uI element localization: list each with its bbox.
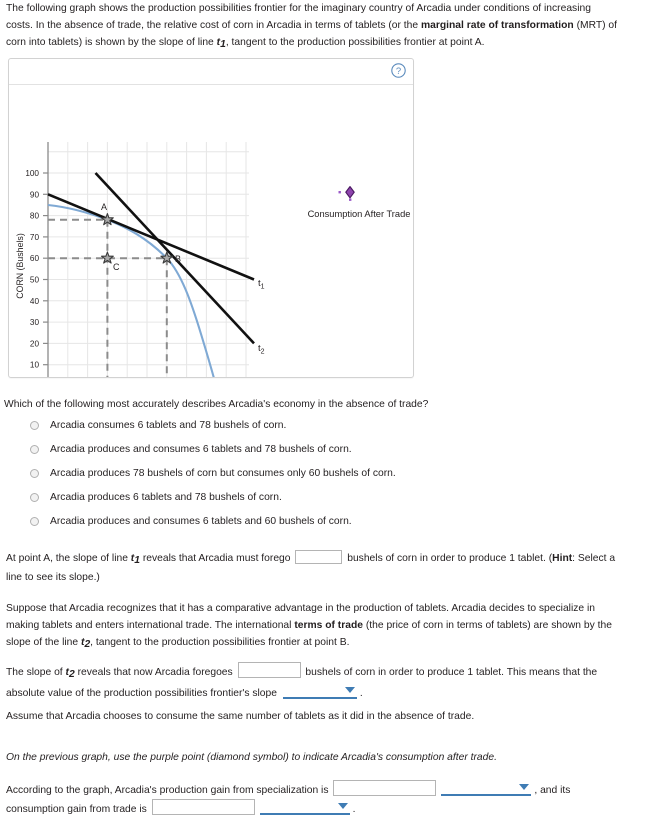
slope-t2-text-part-1: The slope of — [6, 667, 66, 678]
chevron-down-icon — [338, 803, 348, 809]
svg-text:50: 50 — [29, 275, 39, 285]
slope-t1-text — [6, 550, 622, 586]
ppf-slope-dropdown[interactable] — [283, 683, 357, 699]
terms-of-trade-text-part-3: , tangent to the production possibilities frontier at point B. — [90, 637, 350, 648]
slope-t2-input[interactable] — [238, 662, 301, 678]
svg-text:60: 60 — [29, 254, 39, 264]
option-row[interactable] — [30, 514, 630, 538]
slope-t1-input[interactable] — [295, 550, 342, 564]
intro-term-mrt: marginal rate of transformation — [420, 20, 574, 31]
gains-text-part-1: According to the graph, Arcadia's production gain from specialization is — [6, 785, 332, 796]
instruction-text — [6, 749, 622, 766]
graph-panel-header — [9, 59, 413, 85]
option-label-3: Arcadia produces 78 bushels of corn but consumes only 60 bushels of corn. — [50, 468, 396, 479]
point-a-label: A — [101, 202, 108, 212]
point-c[interactable] — [102, 252, 121, 272]
slope-t1-text-part-2: reveals that Arcadia must forego — [139, 553, 294, 564]
ppf-curve[interactable] — [48, 205, 216, 377]
gains-block — [6, 780, 622, 818]
slope-t1-block — [6, 550, 622, 586]
option-label-1: Arcadia consumes 6 tablets and 78 bushels of corn. — [50, 420, 287, 431]
option-label-2: Arcadia produces and consumes 6 tablets and 78 bushels of corn. — [50, 444, 352, 455]
slope-t1-line-label: t — [130, 553, 135, 564]
gains-text-part-2: , and its consumption gain from trade is — [6, 785, 571, 815]
option-row[interactable] — [30, 466, 630, 490]
intro-text-part-1: The following graph shows the production possibilities frontier for the imaginary country of Arcadia under conditions of increasing costs. In the absence of trade, the relative cost of corn in Arcadia in terms of tablets (or the — [6, 3, 591, 31]
radio-button-option-4[interactable] — [30, 493, 39, 502]
tangent-line-t2-label: $t_2$ — [258, 343, 265, 356]
intro-paragraph — [6, 0, 620, 53]
chevron-down-icon — [519, 784, 529, 790]
option-row[interactable] — [30, 418, 630, 442]
radio-button-option-3[interactable] — [30, 469, 39, 478]
slope-t1-text-part-1: At point A, the slope of line — [6, 553, 131, 564]
gains-text — [6, 780, 622, 818]
instruction-block — [6, 749, 622, 766]
radio-button-option-2[interactable] — [30, 445, 39, 454]
slope-t1-hint-label: Hint — [552, 553, 573, 564]
svg-text:70: 70 — [29, 232, 39, 242]
svg-text:30: 30 — [29, 318, 39, 328]
svg-text:10: 10 — [29, 360, 39, 370]
consumption-gain-dropdown[interactable] — [260, 799, 350, 815]
intro-text — [6, 0, 620, 53]
slope-t2-line-subscript: 2 — [68, 669, 75, 680]
question-prompt: Which of the following most accurately describes Arcadia's economy in the absence of trade? — [4, 399, 429, 410]
svg-text:90: 90 — [29, 190, 39, 200]
chevron-down-icon — [345, 687, 355, 693]
ppf-chart-svg[interactable] — [9, 86, 413, 377]
intro-line-t1-subscript: 1 — [220, 39, 226, 50]
question-prompt-wrap — [4, 396, 624, 413]
terms-of-trade-text-part-2: (the price of corn in terms of tablets) are shown by the slope of the line — [6, 620, 612, 648]
production-gain-dropdown[interactable] — [441, 780, 531, 796]
gains-text-part-3: . — [352, 804, 356, 815]
slope-t1-text-part-4: : Select a line to see its slope.) — [6, 553, 616, 583]
option-row[interactable] — [30, 442, 630, 466]
intro-text-part-2: (MRT) of corn into tablets) is shown by the slope of line — [6, 20, 618, 48]
point-c-label: C — [113, 262, 120, 272]
y-axis-title: CORN (Bushels) — [15, 233, 25, 299]
terms-of-trade-line-label: t — [81, 637, 85, 648]
consumption-gain-input[interactable] — [152, 799, 255, 815]
intro-line-t1-label: t — [216, 37, 221, 48]
question-mark-icon[interactable] — [391, 63, 406, 78]
terms-of-trade-text-part-1: Suppose that Arcadia recognizes that it has a comparative advantage in the production of tablets. Arcadia decides to specialize in making tablets and enters international trade. The international — [6, 603, 596, 631]
tangent-line-labels — [258, 278, 265, 356]
svg-text:20: 20 — [29, 339, 39, 349]
svg-text:40: 40 — [29, 296, 39, 306]
slope-t1-line-subscript: 1 — [134, 555, 140, 566]
intro-text-part-3: , tangent to the production possibilities frontier at point A. — [225, 37, 485, 48]
chart-area[interactable] — [9, 86, 413, 377]
production-gain-input[interactable] — [333, 780, 436, 796]
slope-t1-text-part-3: bushels of corn in order to produce 1 tablet. ( — [344, 553, 553, 564]
radio-button-option-1[interactable] — [30, 421, 39, 430]
slope-t2-block — [6, 662, 622, 702]
terms-of-trade-text — [6, 600, 622, 653]
slope-t2-text — [6, 662, 622, 702]
svg-text:80: 80 — [29, 211, 39, 221]
slope-t2-text-part-2: reveals that now Arcadia foregoes — [74, 667, 236, 678]
terms-of-trade-block — [6, 600, 622, 653]
graph-panel — [8, 58, 414, 378]
terms-of-trade-term: terms of trade — [294, 620, 363, 631]
instruction-text-italic: On the previous graph, use the purple point (diamond symbol) to indicate Arcadia's consumption after trade. — [6, 752, 497, 763]
radio-button-option-5[interactable] — [30, 517, 39, 526]
grid-vertical — [68, 142, 246, 377]
svg-text:100: 100 — [25, 169, 39, 178]
y-axis-ticks — [43, 173, 48, 377]
legend-label-consumption-after-trade: Consumption After Trade — [307, 209, 411, 219]
legend-marker-consumption-after-trade[interactable] — [338, 184, 362, 205]
slope-t2-text-part-3: bushels of corn in order to produce 1 tablet. This means that the absolute value of the production possibilities frontier's slope — [6, 667, 598, 699]
assumption-block — [6, 708, 622, 725]
assumption-text: Assume that Arcadia chooses to consume the same number of tablets as it did in the absence of trade. — [6, 711, 475, 722]
y-axis-tick-labels — [25, 169, 39, 377]
answer-options-list — [30, 418, 630, 538]
tangent-line-t1-label: $t_1$ — [258, 278, 265, 291]
slope-t2-text-part-4: . — [359, 688, 363, 699]
option-row[interactable] — [30, 490, 630, 514]
terms-of-trade-line-subscript: 2 — [84, 639, 91, 650]
slope-t2-line-label: t — [65, 667, 69, 678]
option-label-4: Arcadia produces 6 tablets and 78 bushels of corn. — [50, 492, 282, 503]
svg-text:?: ? — [395, 66, 402, 77]
point-b-label: B — [175, 254, 182, 264]
option-label-5: Arcadia produces and consumes 6 tablets and 60 bushels of corn. — [50, 516, 352, 527]
